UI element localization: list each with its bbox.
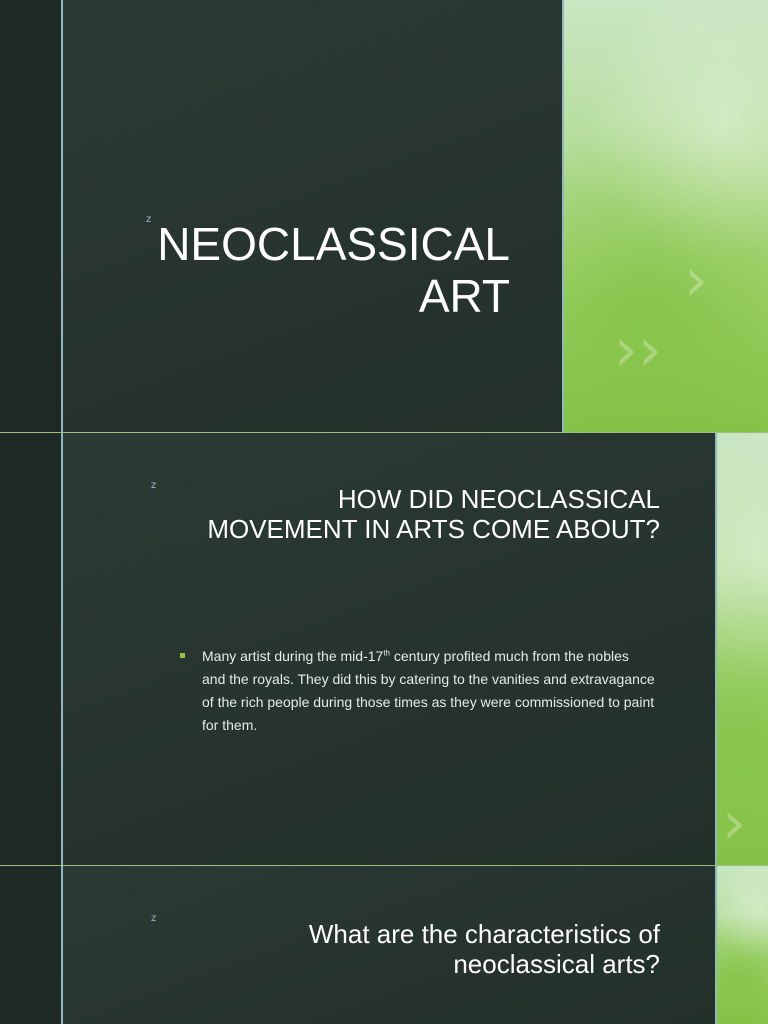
panel-accent-rule (715, 866, 717, 1024)
bullet-item (180, 645, 655, 737)
slide-characteristics (0, 866, 768, 1024)
panel-accent-rule (562, 0, 564, 432)
left-accent-rule (61, 0, 63, 432)
chevron-decoration-icon: ›› (614, 315, 662, 385)
square-bullet-icon (180, 653, 185, 658)
heading-line-2: MOVEMENT IN ARTS COME ABOUT? (207, 514, 660, 544)
heading-line-1: What are the characteristics of (308, 919, 660, 949)
left-accent-rule (61, 433, 63, 865)
left-strip (0, 0, 61, 432)
slide-marker: z (151, 480, 157, 491)
slide-heading (240, 919, 660, 979)
chevron-decoration-icon: › (684, 245, 708, 315)
title-line-1: NEOCLASSICAL (157, 218, 510, 270)
slide-title-text (130, 218, 510, 322)
green-decorative-panel (717, 433, 768, 865)
heading-line-1: HOW DID NEOCLASSICAL (337, 484, 660, 514)
green-decorative-panel (564, 0, 768, 432)
title-line-2: ART (418, 270, 510, 322)
bullet-text-start: Many artist during the mid-17 (202, 648, 384, 664)
bullet-superscript: th (383, 648, 390, 658)
chevron-decoration-icon: › (722, 788, 746, 858)
green-decorative-panel (717, 866, 768, 1024)
slide-marker: z (151, 913, 157, 924)
left-strip (0, 866, 61, 1024)
bullet-list (180, 645, 655, 737)
slide-marker: z (146, 214, 152, 225)
left-strip (0, 433, 61, 865)
left-accent-rule (61, 866, 63, 1024)
slide-title (0, 0, 768, 432)
bullet-text-rest: century profited much from the nobles and the royals. They did this by catering to the vanities and extravagance of the rich people during those times as they were commissioned to paint for them. (202, 648, 655, 733)
panel-accent-rule (715, 433, 717, 865)
heading-line-2: neoclassical arts? (453, 949, 660, 979)
slide-heading (160, 484, 660, 544)
slide-how-did (0, 433, 768, 865)
